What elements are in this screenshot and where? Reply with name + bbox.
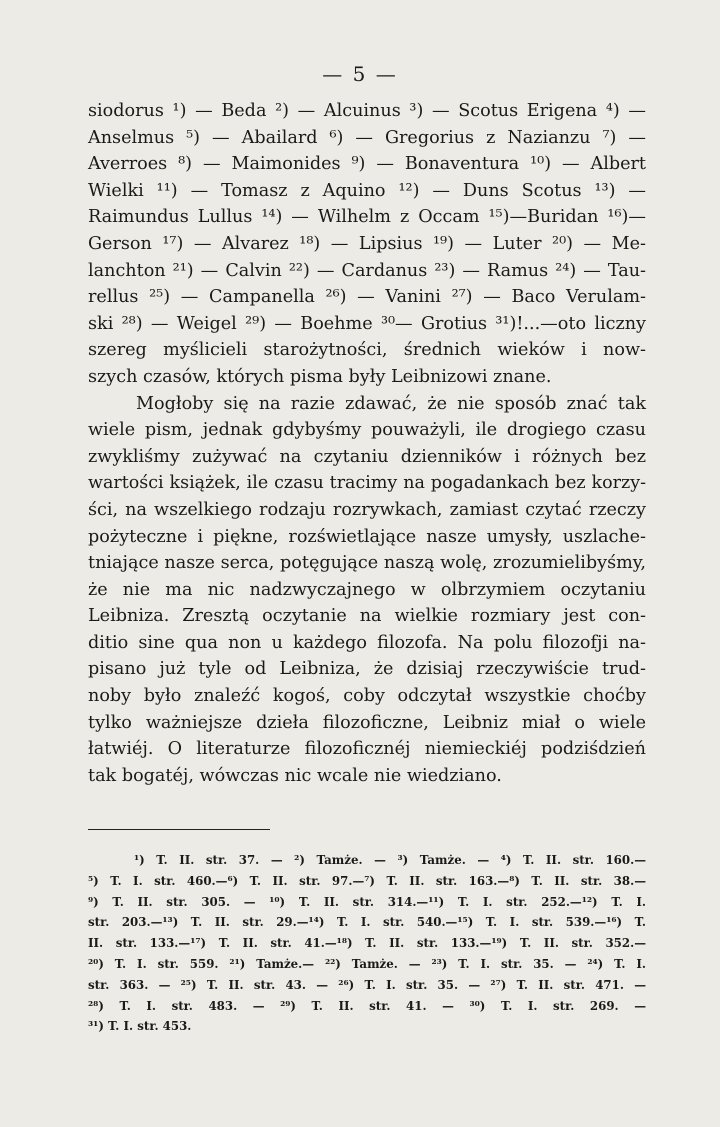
text-line: szych czasów, których pisma były Leibnizowi znane. (88, 366, 552, 387)
footnote-line: ⁵) T. I. str. 460.—⁶) T. II. str. 97.—⁷) T. II. str. 163.—⁸) T. II. str. 38.— (88, 873, 646, 888)
text-line: że nie ma nic nadzwyczajnego w olbrzymiem oczytaniu (88, 579, 646, 600)
text-line: rellus ²⁵) — Campanella ²⁶) — Vanini ²⁷) — Baco Verulam- (88, 287, 646, 308)
text-line: pożyteczne i piękne, rozświetlające nasze umysły, uszlache- (88, 526, 646, 547)
footnote-line: II. str. 133.—¹⁷) T. II. str. 41.—¹⁸) T. II. str. 133.—¹⁹) T. II. str. 352.— (88, 936, 646, 951)
page-number: — 5 — (322, 62, 398, 86)
footnote-line: str. 363. — ²⁵) T. II. str. 43. — ²⁶) T. I. str. 35. — ²⁷) T. II. str. 471. — (88, 977, 646, 992)
footnote-line: ²⁰) T. I. str. 559. ²¹) Tamże.— ²²) Tamże. — ²³) T. I. str. 35. — ²⁴) T. I. (88, 956, 646, 971)
footnote-line: ²⁸) T. I. str. 483. — ²⁹) T. II. str. 41. — ³⁰) T. I. str. 269. — (88, 998, 646, 1013)
text-line: Leibniza. Zresztą oczytanie na wielkie rozmiary jest con- (88, 606, 646, 627)
text-line: ski ²⁸) — Weigel ²⁹) — Boehme ³⁰— Grotius ³¹)!...—oto liczny (88, 313, 646, 334)
paragraph-1 (88, 98, 646, 391)
text-line: zwykliśmy zużywać na czytaniu dzienników i różnych bez (88, 446, 646, 467)
footnote-line: str. 203.—¹³) T. II. str. 29.—¹⁴) T. I. str. 540.—¹⁵) T. I. str. 539.—¹⁶) T. (88, 915, 646, 930)
text-line: Wielki ¹¹) — Tomasz z Aquino ¹²) — Duns Scotus ¹³) — (88, 180, 646, 201)
text-line: łatwiéj. O literaturze filozoficznéj niemieckiéj podziśdzień (88, 739, 646, 760)
text-line: Gerson ¹⁷) — Alvarez ¹⁸) — Lipsius ¹⁹) — Luter ²⁰) — Me- (88, 233, 646, 254)
text-line: Raimundus Lullus ¹⁴) — Wilhelm z Occam ¹⁵)—Buridan ¹⁶)— (88, 207, 646, 228)
text-line: siodorus ¹) — Beda ²) — Alcuinus ³) — Scotus Erigena ⁴) — (88, 101, 646, 121)
text-line: szereg myślicieli starożytności, średnich wieków i now- (88, 340, 646, 361)
text-line: pisano już tyle od Leibniza, że dzisiaj rzeczywiście trud- (88, 659, 646, 680)
footnote-line: ⁹) T. II. str. 305. — ¹⁰) T. II. str. 314.—¹¹) T. I. str. 252.—¹²) T. I. (88, 894, 646, 909)
text-line: tniające nasze serca, potęgujące naszą wolę, zrozumielibyśmy, (88, 553, 646, 574)
footnote-line: ³¹) T. I. str. 453. (88, 1019, 192, 1034)
footnotes (88, 850, 646, 1037)
footnote-line: ¹) T. II. str. 37. — ²) Tamże. — ³) Tamże. — ⁴) T. II. str. 160.— (134, 853, 646, 867)
text-line: ści, na wszelkiego rodzaju rozrywkach, zamiast czytać rzeczy (88, 499, 646, 520)
footnote-divider (88, 829, 270, 830)
text-line: wiele pism, jednak gdybyśmy pouważyli, ile drogiego czasu (88, 420, 646, 441)
text-line: tylko ważniejsze dzieła filozoficzne, Leibniz miał o wiele (88, 712, 646, 733)
text-line: noby było znaleźć kogoś, coby odczytał wszystkie choćby (88, 686, 646, 707)
text-line: ditio sine qua non u każdego filozofa. Na polu filozofji na- (88, 632, 646, 653)
main-text (88, 98, 646, 789)
paragraph-2 (88, 391, 646, 790)
text-line: Anselmus ⁵) — Abailard ⁶) — Gregorius z Nazianzu ⁷) — (88, 127, 646, 148)
text-line: Averroes ⁸) — Maimonides ⁹) — Bonaventura ¹⁰) — Albert (88, 154, 646, 175)
text-line: lanchton ²¹) — Calvin ²²) — Cardanus ²³) — Ramus ²⁴) — Tau- (88, 260, 646, 281)
text-line: tak bogatéj, wówczas nic wcale nie wiedziano. (88, 765, 502, 786)
text-line: Mogłoby się na razie zdawać, że nie sposób znać tak (136, 393, 646, 414)
text-line: wartości książek, ile czasu tracimy na pogadankach bez korzy- (88, 473, 646, 494)
